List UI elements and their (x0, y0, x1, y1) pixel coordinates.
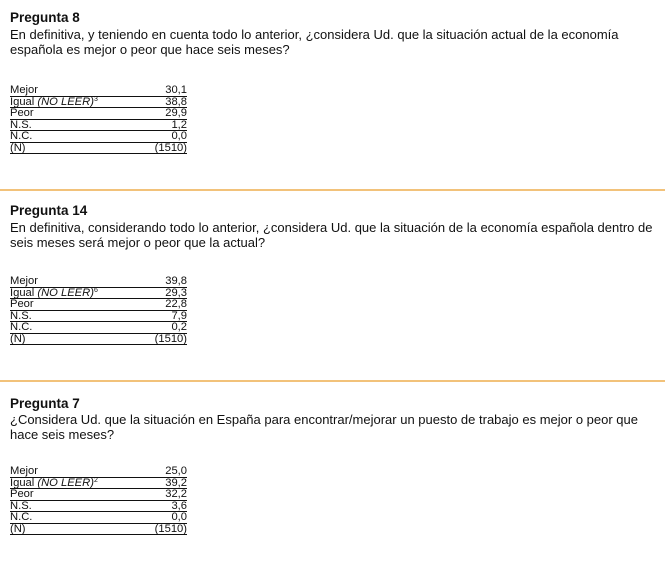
table-row (10, 512, 187, 524)
table-row (10, 333, 187, 345)
row-value: 1,2 (132, 119, 187, 131)
row-note: (NO LEER) (37, 476, 94, 489)
question-section-8 (0, 0, 665, 190)
row-value: 29,9 (132, 108, 187, 120)
table-row (10, 131, 187, 143)
row-label: N.S. (10, 500, 132, 512)
row-value: 7,9 (132, 310, 187, 322)
row-label: Peor (10, 299, 132, 311)
question-title: Pregunta 8 (10, 10, 80, 25)
row-label: N.S. (10, 310, 132, 322)
row-value: 39,8 (132, 276, 187, 287)
table-row (10, 500, 187, 512)
question-title: Pregunta 7 (10, 396, 80, 411)
question-text: En definitiva, y teniendo en cuenta todo lo anterior, ¿considera Ud. que la situación actual de la economía española es mejor o peor que hace seis meses? (10, 27, 619, 57)
table-row (10, 108, 187, 120)
row-value: 22,8 (132, 299, 187, 311)
table-row (10, 523, 187, 535)
row-label: Igual (NO LEER)$^6$ (10, 287, 132, 299)
row-label: Peor (10, 108, 132, 120)
table-row (10, 119, 187, 131)
row-note: (NO LEER) (37, 286, 94, 299)
row-label: (N) (10, 523, 132, 535)
row-value: 0,2 (132, 322, 187, 334)
row-value: 0,0 (132, 512, 187, 524)
row-label: Igual (NO LEER)$^3$ (10, 96, 132, 108)
table-row (10, 96, 187, 108)
footnote-mark: 6 (93, 286, 98, 294)
results-table (10, 85, 187, 154)
footnote-mark: 3 (93, 95, 98, 103)
row-note: (NO LEER) (37, 95, 94, 108)
footnote-mark: 2 (93, 476, 98, 484)
row-label: Mejor (10, 85, 132, 96)
row-value: 3,6 (132, 500, 187, 512)
results-table (10, 466, 187, 535)
question-section-14 (0, 190, 665, 380)
row-label: Mejor (10, 466, 132, 477)
row-value: 0,0 (132, 131, 187, 143)
table-row (10, 287, 187, 299)
question-section-7 (0, 381, 665, 579)
row-label: N.S. (10, 119, 132, 131)
table-row (10, 322, 187, 334)
row-label: N.C. (10, 131, 132, 143)
question-text: En definitiva, considerando todo lo anterior, ¿considera Ud. que la situación de la economía española dentro de seis meses será mejor o peor que la actual? (10, 220, 653, 250)
row-label: Igual (NO LEER)$^2$ (10, 477, 132, 489)
row-value: (1510) (132, 142, 187, 154)
table-row (10, 85, 187, 96)
row-label: Peor (10, 489, 132, 501)
row-label: (N) (10, 142, 132, 154)
row-value: 38,8 (132, 96, 187, 108)
row-value: 39,2 (132, 477, 187, 489)
row-value: 30,1 (132, 85, 187, 96)
row-value: 29,3 (132, 287, 187, 299)
row-label: (N) (10, 333, 132, 345)
row-value: 32,2 (132, 489, 187, 501)
table-row (10, 466, 187, 477)
row-value: (1510) (132, 523, 187, 535)
table-row (10, 489, 187, 501)
table-row (10, 477, 187, 489)
row-label: N.C. (10, 512, 132, 524)
table-row (10, 142, 187, 154)
question-title: Pregunta 14 (10, 203, 88, 218)
table-row (10, 299, 187, 311)
row-value: (1510) (132, 333, 187, 345)
table-row (10, 276, 187, 287)
row-value: 25,0 (132, 466, 187, 477)
table-row (10, 310, 187, 322)
row-label: N.C. (10, 322, 132, 334)
row-label: Mejor (10, 276, 132, 287)
results-table (10, 276, 187, 345)
question-text: ¿Considera Ud. que la situación en España para encontrar/mejorar un puesto de trabajo es mejor o peor que hace seis meses? (10, 412, 638, 442)
